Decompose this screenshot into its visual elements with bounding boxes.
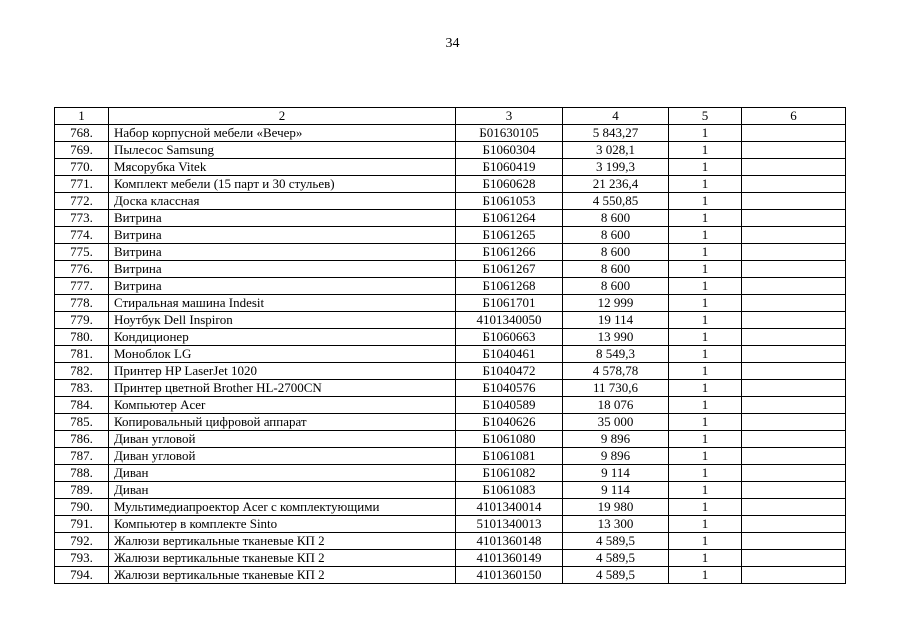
value-cell: 9 114	[563, 465, 669, 482]
notes-cell	[742, 397, 846, 414]
inventory-code-cell: Б1040626	[456, 414, 563, 431]
notes-cell	[742, 431, 846, 448]
quantity-cell: 1	[669, 482, 742, 499]
notes-cell	[742, 193, 846, 210]
row-number-cell: 768.	[55, 125, 109, 142]
item-name-cell	[109, 244, 456, 261]
table-row	[55, 210, 846, 227]
table-row	[55, 329, 846, 346]
inventory-code-cell: Б1061083	[456, 482, 563, 499]
item-name-text: Пылесос Samsung	[114, 142, 214, 157]
item-name-cell	[109, 261, 456, 278]
item-name-text: Жалюзи вертикальные тканевые КП 2	[114, 567, 325, 582]
value-cell: 8 600	[563, 227, 669, 244]
notes-cell	[742, 363, 846, 380]
notes-cell	[742, 278, 846, 295]
notes-cell	[742, 567, 846, 584]
notes-cell	[742, 142, 846, 159]
value-cell: 8 600	[563, 278, 669, 295]
page-number: 34	[445, 36, 460, 51]
item-name-text: Комплект мебели (15 парт и 30 стульев)	[114, 176, 335, 191]
inventory-code-cell: Б1061082	[456, 465, 563, 482]
value-cell: 3 028,1	[563, 142, 669, 159]
value-cell: 4 589,5	[563, 550, 669, 567]
item-name-text: Ноутбук Dell Inspiron	[114, 312, 233, 327]
value-cell: 13 990	[563, 329, 669, 346]
notes-cell	[742, 448, 846, 465]
inventory-code-cell: Б1061267	[456, 261, 563, 278]
item-name-text: Витрина	[114, 210, 162, 225]
quantity-cell: 1	[669, 516, 742, 533]
notes-cell	[742, 482, 846, 499]
quantity-cell: 1	[669, 125, 742, 142]
value-cell: 19 114	[563, 312, 669, 329]
quantity-cell: 1	[669, 499, 742, 516]
row-number-cell: 788.	[55, 465, 109, 482]
value-cell: 4 550,85	[563, 193, 669, 210]
item-name-text: Кондиционер	[114, 329, 189, 344]
inventory-code-cell: Б1060304	[456, 142, 563, 159]
row-number-cell: 780.	[55, 329, 109, 346]
row-number-cell: 777.	[55, 278, 109, 295]
item-name-cell	[109, 142, 456, 159]
item-name-text: Принтер цветной Brother HL-2700CN	[114, 380, 322, 395]
quantity-cell: 1	[669, 414, 742, 431]
item-name-cell	[109, 295, 456, 312]
item-name-cell	[109, 312, 456, 329]
item-name-text: Копировальный цифровой аппарат	[114, 414, 307, 429]
header-cell: 6	[742, 108, 846, 125]
inventory-code-cell: Б1061266	[456, 244, 563, 261]
quantity-cell: 1	[669, 210, 742, 227]
notes-cell	[742, 176, 846, 193]
item-name-cell	[109, 448, 456, 465]
inventory-code-cell: Б1061081	[456, 448, 563, 465]
value-cell: 13 300	[563, 516, 669, 533]
value-cell: 3 199,3	[563, 159, 669, 176]
table-row	[55, 414, 846, 431]
value-cell: 11 730,6	[563, 380, 669, 397]
quantity-cell: 1	[669, 346, 742, 363]
value-cell: 9 896	[563, 448, 669, 465]
value-cell: 4 589,5	[563, 533, 669, 550]
table-row	[55, 125, 846, 142]
inventory-code-cell: 5101340013	[456, 516, 563, 533]
row-number-cell: 781.	[55, 346, 109, 363]
inventory-code-cell: 4101360148	[456, 533, 563, 550]
inventory-table	[54, 107, 846, 584]
notes-cell	[742, 210, 846, 227]
inventory-code-cell: Б1040576	[456, 380, 563, 397]
item-name-text: Витрина	[114, 244, 162, 259]
item-name-text: Стиральная машина Indesit	[114, 295, 265, 310]
table-row	[55, 363, 846, 380]
header-cell: 3	[456, 108, 563, 125]
quantity-cell: 1	[669, 533, 742, 550]
item-name-text: Витрина	[114, 278, 162, 293]
table-row	[55, 499, 846, 516]
value-cell: 4 578,78	[563, 363, 669, 380]
notes-cell	[742, 125, 846, 142]
item-name-cell	[109, 516, 456, 533]
value-cell: 8 600	[563, 244, 669, 261]
item-name-cell	[109, 159, 456, 176]
quantity-cell: 1	[669, 312, 742, 329]
inventory-code-cell: Б1061265	[456, 227, 563, 244]
value-cell: 8 600	[563, 261, 669, 278]
item-name-cell	[109, 329, 456, 346]
item-name-text: Витрина	[114, 261, 162, 276]
row-number-cell: 772.	[55, 193, 109, 210]
inventory-table-body	[55, 108, 846, 584]
table-row	[55, 312, 846, 329]
quantity-cell: 1	[669, 380, 742, 397]
notes-cell	[742, 380, 846, 397]
header-cell: 1	[55, 108, 109, 125]
value-cell: 12 999	[563, 295, 669, 312]
row-number-cell: 771.	[55, 176, 109, 193]
header-row	[55, 108, 846, 125]
value-cell: 21 236,4	[563, 176, 669, 193]
inventory-code-cell: Б1060663	[456, 329, 563, 346]
row-number-cell: 776.	[55, 261, 109, 278]
table-row	[55, 431, 846, 448]
notes-cell	[742, 516, 846, 533]
value-cell: 8 600	[563, 210, 669, 227]
row-number-cell: 787.	[55, 448, 109, 465]
row-number-cell: 790.	[55, 499, 109, 516]
row-number-cell: 786.	[55, 431, 109, 448]
quantity-cell: 1	[669, 176, 742, 193]
notes-cell	[742, 414, 846, 431]
header-cell: 4	[563, 108, 669, 125]
quantity-cell: 1	[669, 448, 742, 465]
value-cell: 18 076	[563, 397, 669, 414]
quantity-cell: 1	[669, 397, 742, 414]
quantity-cell: 1	[669, 227, 742, 244]
item-name-cell	[109, 380, 456, 397]
table-row	[55, 244, 846, 261]
table-row	[55, 176, 846, 193]
table-row	[55, 482, 846, 499]
item-name-text: Доска классная	[114, 193, 200, 208]
item-name-text: Витрина	[114, 227, 162, 242]
item-name-cell	[109, 278, 456, 295]
quantity-cell: 1	[669, 295, 742, 312]
row-number-cell: 775.	[55, 244, 109, 261]
table-row	[55, 227, 846, 244]
item-name-cell	[109, 431, 456, 448]
quantity-cell: 1	[669, 363, 742, 380]
row-number-cell: 769.	[55, 142, 109, 159]
row-number-cell: 784.	[55, 397, 109, 414]
row-number-cell: 773.	[55, 210, 109, 227]
row-number-cell: 770.	[55, 159, 109, 176]
header-cell: 5	[669, 108, 742, 125]
item-name-text: Диван	[114, 482, 149, 497]
row-number-cell: 791.	[55, 516, 109, 533]
item-name-text: Мясорубка Vitek	[114, 159, 207, 174]
quantity-cell: 1	[669, 550, 742, 567]
row-number-cell: 782.	[55, 363, 109, 380]
inventory-code-cell: 4101360150	[456, 567, 563, 584]
inventory-code-cell: Б1060628	[456, 176, 563, 193]
notes-cell	[742, 346, 846, 363]
value-cell: 4 589,5	[563, 567, 669, 584]
item-name-text: Принтер HP LaserJet 1020	[114, 363, 257, 378]
item-name-cell	[109, 414, 456, 431]
quantity-cell: 1	[669, 278, 742, 295]
item-name-cell	[109, 227, 456, 244]
item-name-cell	[109, 499, 456, 516]
quantity-cell: 1	[669, 193, 742, 210]
table-row	[55, 278, 846, 295]
notes-cell	[742, 227, 846, 244]
inventory-code-cell: Б1061268	[456, 278, 563, 295]
row-number-cell: 783.	[55, 380, 109, 397]
quantity-cell: 1	[669, 431, 742, 448]
row-number-cell: 794.	[55, 567, 109, 584]
row-number-cell: 778.	[55, 295, 109, 312]
value-cell: 5 843,27	[563, 125, 669, 142]
inventory-code-cell: Б1061701	[456, 295, 563, 312]
inventory-code-cell: Б1061264	[456, 210, 563, 227]
table-row	[55, 550, 846, 567]
value-cell: 8 549,3	[563, 346, 669, 363]
value-cell: 9 114	[563, 482, 669, 499]
item-name-cell	[109, 465, 456, 482]
notes-cell	[742, 465, 846, 482]
notes-cell	[742, 312, 846, 329]
table-row	[55, 397, 846, 414]
inventory-code-cell: Б1040589	[456, 397, 563, 414]
inventory-code-cell: 4101340050	[456, 312, 563, 329]
inventory-code-cell: 4101340014	[456, 499, 563, 516]
notes-cell	[742, 261, 846, 278]
inventory-code-cell: Б01630105	[456, 125, 563, 142]
table-row	[55, 142, 846, 159]
table-row	[55, 295, 846, 312]
item-name-text: Жалюзи вертикальные тканевые КП 2	[114, 550, 325, 565]
header-cell: 2	[109, 108, 456, 125]
value-cell: 19 980	[563, 499, 669, 516]
notes-cell	[742, 295, 846, 312]
table-row	[55, 346, 846, 363]
notes-cell	[742, 159, 846, 176]
item-name-text: Моноблок LG	[114, 346, 192, 361]
quantity-cell: 1	[669, 329, 742, 346]
item-name-cell	[109, 193, 456, 210]
row-number-cell: 792.	[55, 533, 109, 550]
quantity-cell: 1	[669, 567, 742, 584]
inventory-code-cell: 4101360149	[456, 550, 563, 567]
inventory-code-cell: Б1040472	[456, 363, 563, 380]
quantity-cell: 1	[669, 244, 742, 261]
table-row	[55, 516, 846, 533]
item-name-cell	[109, 176, 456, 193]
row-number-cell: 779.	[55, 312, 109, 329]
item-name-cell	[109, 363, 456, 380]
item-name-cell	[109, 567, 456, 584]
item-name-cell	[109, 210, 456, 227]
table-row	[55, 380, 846, 397]
row-number-cell: 793.	[55, 550, 109, 567]
item-name-cell	[109, 125, 456, 142]
item-name-text: Компьютер в комплекте Sinto	[114, 516, 278, 531]
quantity-cell: 1	[669, 142, 742, 159]
item-name-cell	[109, 397, 456, 414]
notes-cell	[742, 499, 846, 516]
table-row	[55, 533, 846, 550]
item-name-text: Диван угловой	[114, 448, 196, 463]
inventory-code-cell: Б1061080	[456, 431, 563, 448]
notes-cell	[742, 329, 846, 346]
item-name-cell	[109, 533, 456, 550]
item-name-text: Набор корпусной мебели «Вечер»	[114, 125, 303, 140]
row-number-cell: 785.	[55, 414, 109, 431]
row-number-cell: 774.	[55, 227, 109, 244]
item-name-text: Диван	[114, 465, 149, 480]
notes-cell	[742, 550, 846, 567]
table-row	[55, 159, 846, 176]
item-name-cell	[109, 550, 456, 567]
table-row	[55, 448, 846, 465]
table-row	[55, 193, 846, 210]
quantity-cell: 1	[669, 261, 742, 278]
value-cell: 9 896	[563, 431, 669, 448]
inventory-code-cell: Б1061053	[456, 193, 563, 210]
row-number-cell: 789.	[55, 482, 109, 499]
table-row	[55, 465, 846, 482]
item-name-text: Компьютер Acer	[114, 397, 206, 412]
quantity-cell: 1	[669, 465, 742, 482]
value-cell: 35 000	[563, 414, 669, 431]
inventory-code-cell: Б1060419	[456, 159, 563, 176]
item-name-cell	[109, 482, 456, 499]
item-name-text: Мультимедиапроектор Acer с комплектующими	[114, 499, 380, 514]
notes-cell	[742, 244, 846, 261]
quantity-cell: 1	[669, 159, 742, 176]
table-row	[55, 261, 846, 278]
inventory-code-cell: Б1040461	[456, 346, 563, 363]
table-row	[55, 567, 846, 584]
item-name-text: Диван угловой	[114, 431, 196, 446]
notes-cell	[742, 533, 846, 550]
item-name-cell	[109, 346, 456, 363]
item-name-text: Жалюзи вертикальные тканевые КП 2	[114, 533, 325, 548]
